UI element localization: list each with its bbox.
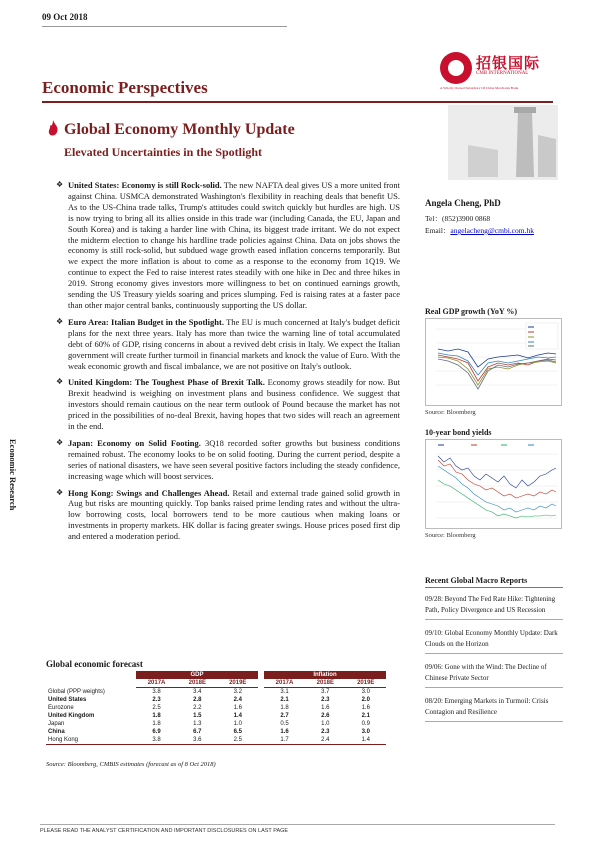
yield-chart-plot [426, 440, 561, 528]
series-title: Economic Perspectives [42, 78, 208, 97]
logo-mark-icon [440, 52, 472, 84]
year-header: 2018E [305, 679, 345, 688]
row-label: Japan [48, 721, 65, 727]
table-cell: 1.4 [233, 713, 242, 719]
table-cell: 2.3 [152, 697, 161, 703]
table-cell: 2.8 [193, 697, 202, 703]
table-cell: 2.6 [321, 713, 330, 719]
table-cell: 2.1 [280, 697, 289, 703]
table-cell: 2.0 [361, 697, 370, 703]
author-phone: Tel：(852)3900 0868 [425, 214, 491, 223]
table-cell: 1.3 [193, 721, 202, 727]
table-cell: 1.8 [280, 705, 289, 711]
table-cell: 0.5 [280, 721, 289, 727]
table-cell: 2.3 [321, 729, 330, 735]
table-cell: 3.6 [177, 736, 217, 745]
year-header: 2019E [346, 679, 386, 688]
table-cell: 2.4 [233, 697, 242, 703]
table-row [46, 688, 386, 697]
section-paragraph [56, 488, 400, 543]
gdp-group-header: GDP [136, 671, 258, 679]
forecast-group-header-row [46, 671, 386, 679]
author-email-line [425, 225, 534, 236]
gdp-chart-title: Real GDP growth (YoY %) [425, 307, 517, 316]
bullet-icon: ❖ [56, 487, 64, 497]
recent-report-link[interactable]: 09/28: Beyond The Fed Rate Hike: Tightening Path, Policy Divergence and US Recession [425, 592, 563, 620]
recent-report-link[interactable]: 08/20: Emerging Markets in Turmoil: Crisis Contagion and Resilience [425, 694, 563, 722]
cmbi-logo [440, 50, 560, 94]
email-label: Email： [425, 226, 451, 235]
table-cell: 3.2 [233, 689, 242, 695]
report-date: 09 Oct 2018 [42, 12, 88, 22]
table-row [46, 712, 386, 720]
table-cell: 1.0 [321, 721, 330, 727]
table-cell: 1.6 [321, 705, 330, 711]
logo-tagline: A Wholly Owned Subsidiary Of China Merchants Bank [440, 86, 519, 90]
footer-disclaimer: PLEASE READ THE ANALYST CERTIFICATION AND IMPORTANT DISCLOSURES ON LAST PAGE [40, 828, 289, 834]
forecast-table-source: Source: Bloomberg, CMBIS estimates (forecast as of 8 Oct 2018) [46, 761, 216, 768]
table-cell: 6.9 [152, 729, 161, 735]
section-body: Retail and external trade gained solid growth in Aug but risks are mounting quickly. Top banks raised prime lending rates and without the ultra-low borrowing costs, local borrowers tend to be more cautious when making loans or investments in property markets. HK dollar is facing greater swings. House prices posed first dip and entered a moderation period. [68, 487, 400, 542]
section-body: Economy grows steadily for now. But Brexit headwind is weighing on investment plans and business confidence. We suggest that investors should remain cautious on the near term outlook of Pound because the market has not priced in the possibilities of no-deal Brexit, having hopes that two sides will reach an agreement in the end. [68, 377, 400, 432]
table-cell: 3.8 [152, 689, 161, 695]
table-cell: 1.7 [264, 736, 305, 745]
section-heading: United Kingdom: The Toughest Phase of Brexit Talk. [68, 377, 265, 388]
table-cell: 3.7 [321, 689, 330, 695]
table-cell: 1.8 [152, 721, 161, 727]
section-paragraph [56, 180, 400, 311]
table-cell: 1.6 [233, 705, 242, 711]
table-cell: 3.1 [280, 689, 289, 695]
row-label: Global (PPP weights) [48, 688, 105, 695]
row-label: United States [48, 697, 87, 703]
section-body: The new NAFTA deal gives US a more united front against China. USMCA demonstrated Washington's flexibility in reaching deals that benefit US. As to the US-China trade talks, Trump's attitudes could switch quickly but hurdles are high. US is now trying to bring all its allies onside in this trade war (including Canada, the EU, Japan and South Korea) and is taking a harder line with China, its biggest trade irritant. We do not expect the midterm election to change his hardline trade policies against China. Data on jobs shows the economy is still rock-solid, but subdued wage growth eased inflation concerns temporarily. But we expect the more inflation is about to come as a response to the economy from 1Q19. We continue to expect the Fed to raise interest rates steadily with one hike in Dec and three hikes in 2019. Strong economy gives investors more willingness to bet on continued earnings growth, sending the US Treasury yields soaring and prices slumping. Fed is raising rates at a faster pace than other major central banks, continuously supporting the US dollar. [68, 180, 400, 310]
recent-reports [425, 576, 563, 728]
side-tab-label: Economic Research [8, 439, 18, 511]
table-row [46, 720, 386, 728]
footer-divider [40, 824, 555, 825]
author-name: Angela Cheng, PhD [425, 198, 501, 208]
table-cell: 1.6 [280, 729, 289, 735]
table-cell: 1.4 [346, 736, 386, 745]
header-divider [42, 26, 287, 27]
table-cell: 2.2 [193, 705, 202, 711]
table-cell: 6.5 [233, 729, 242, 735]
table-row [46, 704, 386, 712]
gdp-chart-plot [426, 319, 561, 405]
table-cell: 1.6 [361, 705, 370, 711]
recent-report-link[interactable]: 09/10: Global Economy Monthly Update: Dark Clouds on the Horizon [425, 626, 563, 654]
row-label: China [48, 729, 65, 735]
side-tab [0, 415, 22, 535]
table-cell: 2.5 [152, 705, 161, 711]
table-cell: 3.0 [361, 729, 370, 735]
table-cell: 1.0 [233, 721, 242, 727]
logo-chinese-name: 招银国际 [476, 56, 541, 72]
forecast-year-header-row [46, 679, 386, 688]
forecast-table [46, 671, 386, 745]
row-label: Hong Kong [46, 736, 136, 745]
gdp-chart [425, 318, 562, 406]
yield-chart-source: Source: Bloomberg [425, 532, 476, 539]
section-paragraph [56, 438, 400, 482]
table-cell: 3.8 [136, 736, 177, 745]
bullet-icon: ❖ [56, 437, 64, 447]
year-header: 2018E [177, 679, 217, 688]
section-paragraph [56, 377, 400, 432]
gdp-chart-source: Source: Bloomberg [425, 409, 476, 416]
section-heading: Euro Area: Italian Budget in the Spotlight. [68, 316, 224, 327]
series-divider [42, 101, 553, 103]
section-heading: Hong Kong: Swings and Challenges Ahead. [68, 487, 230, 498]
section-heading: United States: Economy is still Rock-solid. [68, 180, 222, 190]
bullet-icon: ❖ [56, 180, 64, 189]
tower-illustration [448, 105, 558, 180]
table-cell: 2.7 [280, 713, 289, 719]
recent-reports-heading: Recent Global Macro Reports [425, 576, 563, 588]
table-cell: 2.4 [305, 736, 345, 745]
yield-chart-title: 10-year bond yields [425, 428, 492, 437]
table-cell: 1.8 [152, 713, 161, 719]
flame-icon [46, 120, 60, 138]
table-cell: 1.5 [193, 713, 202, 719]
report-subtitle: Elevated Uncertainties in the Spotlight [64, 145, 262, 159]
bullet-icon: ❖ [56, 377, 64, 387]
section-heading: Japan: Economy on Solid Footing. [68, 437, 201, 448]
table-cell: 0.9 [361, 721, 370, 727]
yield-chart [425, 439, 562, 529]
cover-image [448, 105, 558, 180]
section-body: 3Q18 recorded softer growths but business conditions remained robust. The economy looks to be on solid footing. During the current period, despite a series of national disasters, we have seen several positive factors including the steady confidence, increasing wage which will boost services. [68, 437, 400, 481]
recent-report-link[interactable]: 09/06: Gone with the Wind: The Decline of Chinese Private Sector [425, 660, 563, 688]
year-header: 2017A [264, 679, 305, 688]
main-text [56, 180, 400, 548]
year-header: 2017A [136, 679, 177, 688]
table-row [46, 736, 386, 745]
table-cell: 2.3 [321, 697, 330, 703]
table-cell: 2.1 [361, 713, 370, 719]
table-cell: 6.7 [193, 729, 202, 735]
row-label: United Kingdom [48, 713, 95, 719]
bullet-icon: ❖ [56, 316, 64, 326]
report-title: Global Economy Monthly Update [64, 121, 295, 138]
inflation-group-header: Inflation [264, 671, 386, 679]
forecast-table-title: Global economic forecast [46, 659, 143, 669]
table-row [46, 728, 386, 736]
row-label: Eurozone [48, 705, 74, 711]
logo-english-name: CMB INTERNATIONAL [476, 71, 529, 76]
year-header: 2019E [218, 679, 258, 688]
table-row [46, 696, 386, 704]
table-cell: 2.5 [218, 736, 258, 745]
author-email-link[interactable]: angelacheng@cmbi.com.hk [450, 226, 534, 235]
table-cell: 3.0 [361, 689, 370, 695]
table-cell: 3.4 [193, 689, 202, 695]
section-body: The EU is much concerned at Italy's budget deficit plans for the next three years. Italy has more than twice the warning line of total accumulated debt of 60% of GDP, rising concerns in about a revived debt crisis in Italy. We expect the Italian government will create further turmoil in financial markets and knock the value of Euro. With the weak economic growth and fiscal imbalance, we are not positive on Italy's outlook. [68, 316, 400, 371]
section-paragraph [56, 317, 400, 372]
